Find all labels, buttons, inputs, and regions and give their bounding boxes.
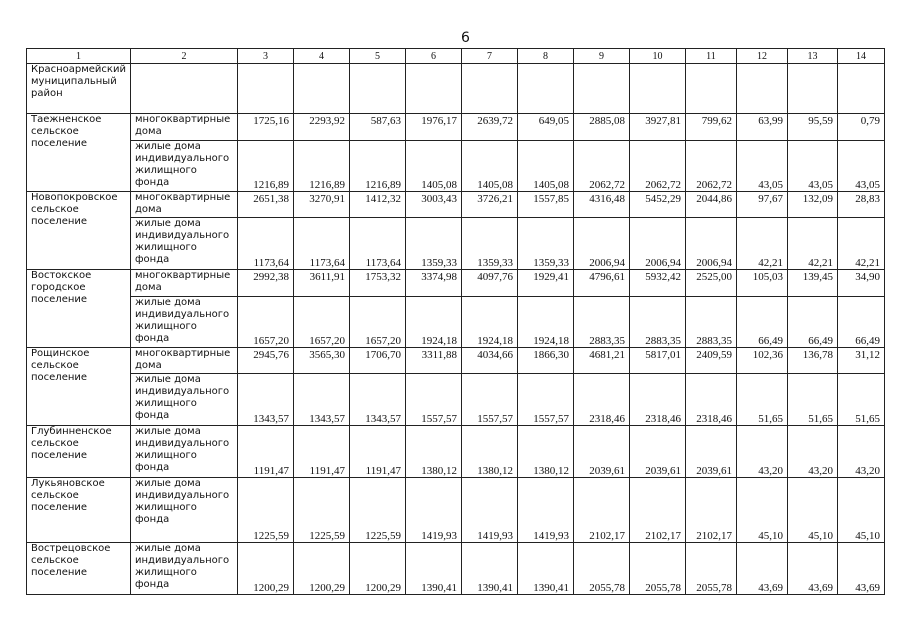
value-cell: 1419,93: [518, 478, 574, 543]
column-header: 4: [294, 49, 350, 64]
value-cell: 1343,57: [238, 374, 294, 426]
value-cell: 1419,93: [406, 478, 462, 543]
empty-cell: [518, 64, 574, 114]
value-cell: 1557,85: [518, 192, 574, 218]
value-cell: 43,69: [737, 543, 788, 595]
value-cell: 43,05: [838, 141, 885, 192]
tariff-table: [26, 48, 885, 595]
value-cell: 4796,61: [574, 270, 630, 297]
column-header: 2: [131, 49, 238, 64]
value-cell: 1390,41: [462, 543, 518, 595]
housing-type: жилые дома индивидуального жилищного фонда: [131, 297, 238, 348]
value-cell: 2039,61: [630, 426, 686, 478]
empty-cell: [238, 64, 294, 114]
value-cell: 0,79: [838, 114, 885, 141]
value-cell: 42,21: [838, 218, 885, 270]
value-cell: 1216,89: [238, 141, 294, 192]
value-cell: 43,05: [737, 141, 788, 192]
value-cell: 43,20: [788, 426, 838, 478]
value-cell: 1557,57: [406, 374, 462, 426]
settlement-name: Вострецовское сельское поселение: [27, 543, 131, 595]
value-cell: 2062,72: [630, 141, 686, 192]
value-cell: 1343,57: [294, 374, 350, 426]
value-cell: 2102,17: [630, 478, 686, 543]
value-cell: 31,12: [838, 348, 885, 374]
column-header: 1: [27, 49, 131, 64]
housing-type: жилые дома индивидуального жилищного фонда: [131, 141, 238, 192]
value-cell: 97,67: [737, 192, 788, 218]
column-header: 6: [406, 49, 462, 64]
value-cell: 4034,66: [462, 348, 518, 374]
value-cell: 1725,16: [238, 114, 294, 141]
table-row: [27, 426, 885, 478]
value-cell: 2062,72: [686, 141, 737, 192]
column-number-row: [27, 49, 885, 64]
column-header: 14: [838, 49, 885, 64]
value-cell: 2102,17: [574, 478, 630, 543]
value-cell: 3311,88: [406, 348, 462, 374]
housing-type: многоквартирные дома: [131, 348, 238, 374]
housing-type: жилые дома индивидуального жилищного фонда: [131, 218, 238, 270]
settlement-name: Новопокровское сельское поселение: [27, 192, 131, 270]
value-cell: 2318,46: [630, 374, 686, 426]
value-cell: 1405,08: [462, 141, 518, 192]
column-header: 10: [630, 49, 686, 64]
value-cell: 1225,59: [238, 478, 294, 543]
value-cell: 139,45: [788, 270, 838, 297]
value-cell: 2409,59: [686, 348, 737, 374]
value-cell: 28,83: [838, 192, 885, 218]
table-row: [27, 270, 885, 297]
settlement-name: Рощинское сельское поселение: [27, 348, 131, 426]
value-cell: 1380,12: [406, 426, 462, 478]
value-cell: 51,65: [788, 374, 838, 426]
value-cell: 649,05: [518, 114, 574, 141]
value-cell: 43,05: [788, 141, 838, 192]
empty-cell: [686, 64, 737, 114]
value-cell: 1200,29: [238, 543, 294, 595]
value-cell: 102,36: [737, 348, 788, 374]
value-cell: 4681,21: [574, 348, 630, 374]
settlement-name: Лукьяновское сельское поселение: [27, 478, 131, 543]
table-row: [27, 374, 885, 426]
settlement-name: Востокское городское поселение: [27, 270, 131, 348]
value-cell: 1359,33: [406, 218, 462, 270]
value-cell: 1657,20: [350, 297, 406, 348]
column-header: 5: [350, 49, 406, 64]
empty-cell: [462, 64, 518, 114]
value-cell: 1380,12: [462, 426, 518, 478]
value-cell: 1657,20: [294, 297, 350, 348]
housing-type: многоквартирные дома: [131, 270, 238, 297]
value-cell: 42,21: [737, 218, 788, 270]
value-cell: 2039,61: [686, 426, 737, 478]
value-cell: 2006,94: [574, 218, 630, 270]
column-header: 11: [686, 49, 737, 64]
column-header: 3: [238, 49, 294, 64]
value-cell: 4316,48: [574, 192, 630, 218]
housing-type: жилые дома индивидуального жилищного фонда: [131, 543, 238, 595]
value-cell: 1390,41: [518, 543, 574, 595]
value-cell: 63,99: [737, 114, 788, 141]
value-cell: 1405,08: [406, 141, 462, 192]
value-cell: 1191,47: [294, 426, 350, 478]
value-cell: 1191,47: [238, 426, 294, 478]
value-cell: 2639,72: [462, 114, 518, 141]
table-row: [27, 114, 885, 141]
housing-type: многоквартирные дома: [131, 192, 238, 218]
value-cell: 2293,92: [294, 114, 350, 141]
table-row: [27, 543, 885, 595]
value-cell: 1419,93: [462, 478, 518, 543]
value-cell: 2525,00: [686, 270, 737, 297]
value-cell: 1557,57: [518, 374, 574, 426]
value-cell: 66,49: [788, 297, 838, 348]
value-cell: 1343,57: [350, 374, 406, 426]
value-cell: 2885,08: [574, 114, 630, 141]
value-cell: 2883,35: [574, 297, 630, 348]
district-name: Красноармейский муниципальный район: [27, 64, 131, 114]
empty-cell: [406, 64, 462, 114]
page-number: 6: [461, 30, 470, 46]
value-cell: 3003,43: [406, 192, 462, 218]
settlement-name: Глубинненское сельское поселение: [27, 426, 131, 478]
table-row: [27, 141, 885, 192]
value-cell: 43,69: [788, 543, 838, 595]
value-cell: 1359,33: [462, 218, 518, 270]
housing-type: жилые дома индивидуального жилищного фонда: [131, 426, 238, 478]
value-cell: 132,09: [788, 192, 838, 218]
value-cell: 43,20: [737, 426, 788, 478]
value-cell: 1866,30: [518, 348, 574, 374]
value-cell: 1976,17: [406, 114, 462, 141]
empty-cell: [131, 64, 238, 114]
value-cell: 1225,59: [294, 478, 350, 543]
value-cell: 2055,78: [574, 543, 630, 595]
value-cell: 1557,57: [462, 374, 518, 426]
table-row: [27, 192, 885, 218]
value-cell: 105,03: [737, 270, 788, 297]
value-cell: 66,49: [737, 297, 788, 348]
value-cell: 1390,41: [406, 543, 462, 595]
empty-cell: [737, 64, 788, 114]
value-cell: 1173,64: [350, 218, 406, 270]
value-cell: 3270,91: [294, 192, 350, 218]
value-cell: 1173,64: [238, 218, 294, 270]
value-cell: 43,69: [838, 543, 885, 595]
housing-type: жилые дома индивидуального жилищного фонда: [131, 374, 238, 426]
table-body: [27, 49, 885, 595]
value-cell: 5452,29: [630, 192, 686, 218]
value-cell: 3565,30: [294, 348, 350, 374]
value-cell: 2006,94: [686, 218, 737, 270]
value-cell: 2006,94: [630, 218, 686, 270]
value-cell: 1405,08: [518, 141, 574, 192]
value-cell: 2883,35: [630, 297, 686, 348]
value-cell: 1191,47: [350, 426, 406, 478]
housing-type: многоквартирные дома: [131, 114, 238, 141]
value-cell: 3726,21: [462, 192, 518, 218]
column-header: 7: [462, 49, 518, 64]
value-cell: 34,90: [838, 270, 885, 297]
value-cell: 1173,64: [294, 218, 350, 270]
value-cell: 5932,42: [630, 270, 686, 297]
value-cell: 3927,81: [630, 114, 686, 141]
value-cell: 1924,18: [462, 297, 518, 348]
value-cell: 2039,61: [574, 426, 630, 478]
district-row: [27, 64, 885, 114]
value-cell: 2055,78: [686, 543, 737, 595]
value-cell: 1753,32: [350, 270, 406, 297]
value-cell: 45,10: [838, 478, 885, 543]
housing-type: жилые дома индивидуального жилищного фонда: [131, 478, 238, 543]
table-row: [27, 478, 885, 543]
value-cell: 1924,18: [406, 297, 462, 348]
value-cell: 1924,18: [518, 297, 574, 348]
value-cell: 2102,17: [686, 478, 737, 543]
value-cell: 2883,35: [686, 297, 737, 348]
value-cell: 3374,98: [406, 270, 462, 297]
value-cell: 1200,29: [294, 543, 350, 595]
value-cell: 799,62: [686, 114, 737, 141]
value-cell: 95,59: [788, 114, 838, 141]
value-cell: 3611,91: [294, 270, 350, 297]
table-row: [27, 218, 885, 270]
empty-cell: [294, 64, 350, 114]
settlement-name: Таежненское сельское поселение: [27, 114, 131, 192]
value-cell: 1225,59: [350, 478, 406, 543]
column-header: 8: [518, 49, 574, 64]
value-cell: 51,65: [737, 374, 788, 426]
empty-cell: [574, 64, 630, 114]
value-cell: 587,63: [350, 114, 406, 141]
table-row: [27, 297, 885, 348]
value-cell: 2044,86: [686, 192, 737, 218]
value-cell: 42,21: [788, 218, 838, 270]
value-cell: 66,49: [838, 297, 885, 348]
value-cell: 1216,89: [350, 141, 406, 192]
column-header: 13: [788, 49, 838, 64]
value-cell: 2318,46: [686, 374, 737, 426]
empty-cell: [838, 64, 885, 114]
value-cell: 2055,78: [630, 543, 686, 595]
value-cell: 45,10: [788, 478, 838, 543]
value-cell: 2945,76: [238, 348, 294, 374]
value-cell: 1216,89: [294, 141, 350, 192]
value-cell: 2651,38: [238, 192, 294, 218]
value-cell: 1412,32: [350, 192, 406, 218]
value-cell: 2992,38: [238, 270, 294, 297]
value-cell: 1200,29: [350, 543, 406, 595]
empty-cell: [350, 64, 406, 114]
value-cell: 4097,76: [462, 270, 518, 297]
value-cell: 1657,20: [238, 297, 294, 348]
table-row: [27, 348, 885, 374]
column-header: 9: [574, 49, 630, 64]
empty-cell: [788, 64, 838, 114]
column-header: 12: [737, 49, 788, 64]
value-cell: 1380,12: [518, 426, 574, 478]
value-cell: 1359,33: [518, 218, 574, 270]
value-cell: 1929,41: [518, 270, 574, 297]
value-cell: 2318,46: [574, 374, 630, 426]
value-cell: 45,10: [737, 478, 788, 543]
empty-cell: [630, 64, 686, 114]
value-cell: 1706,70: [350, 348, 406, 374]
value-cell: 2062,72: [574, 141, 630, 192]
value-cell: 136,78: [788, 348, 838, 374]
value-cell: 5817,01: [630, 348, 686, 374]
value-cell: 43,20: [838, 426, 885, 478]
value-cell: 51,65: [838, 374, 885, 426]
